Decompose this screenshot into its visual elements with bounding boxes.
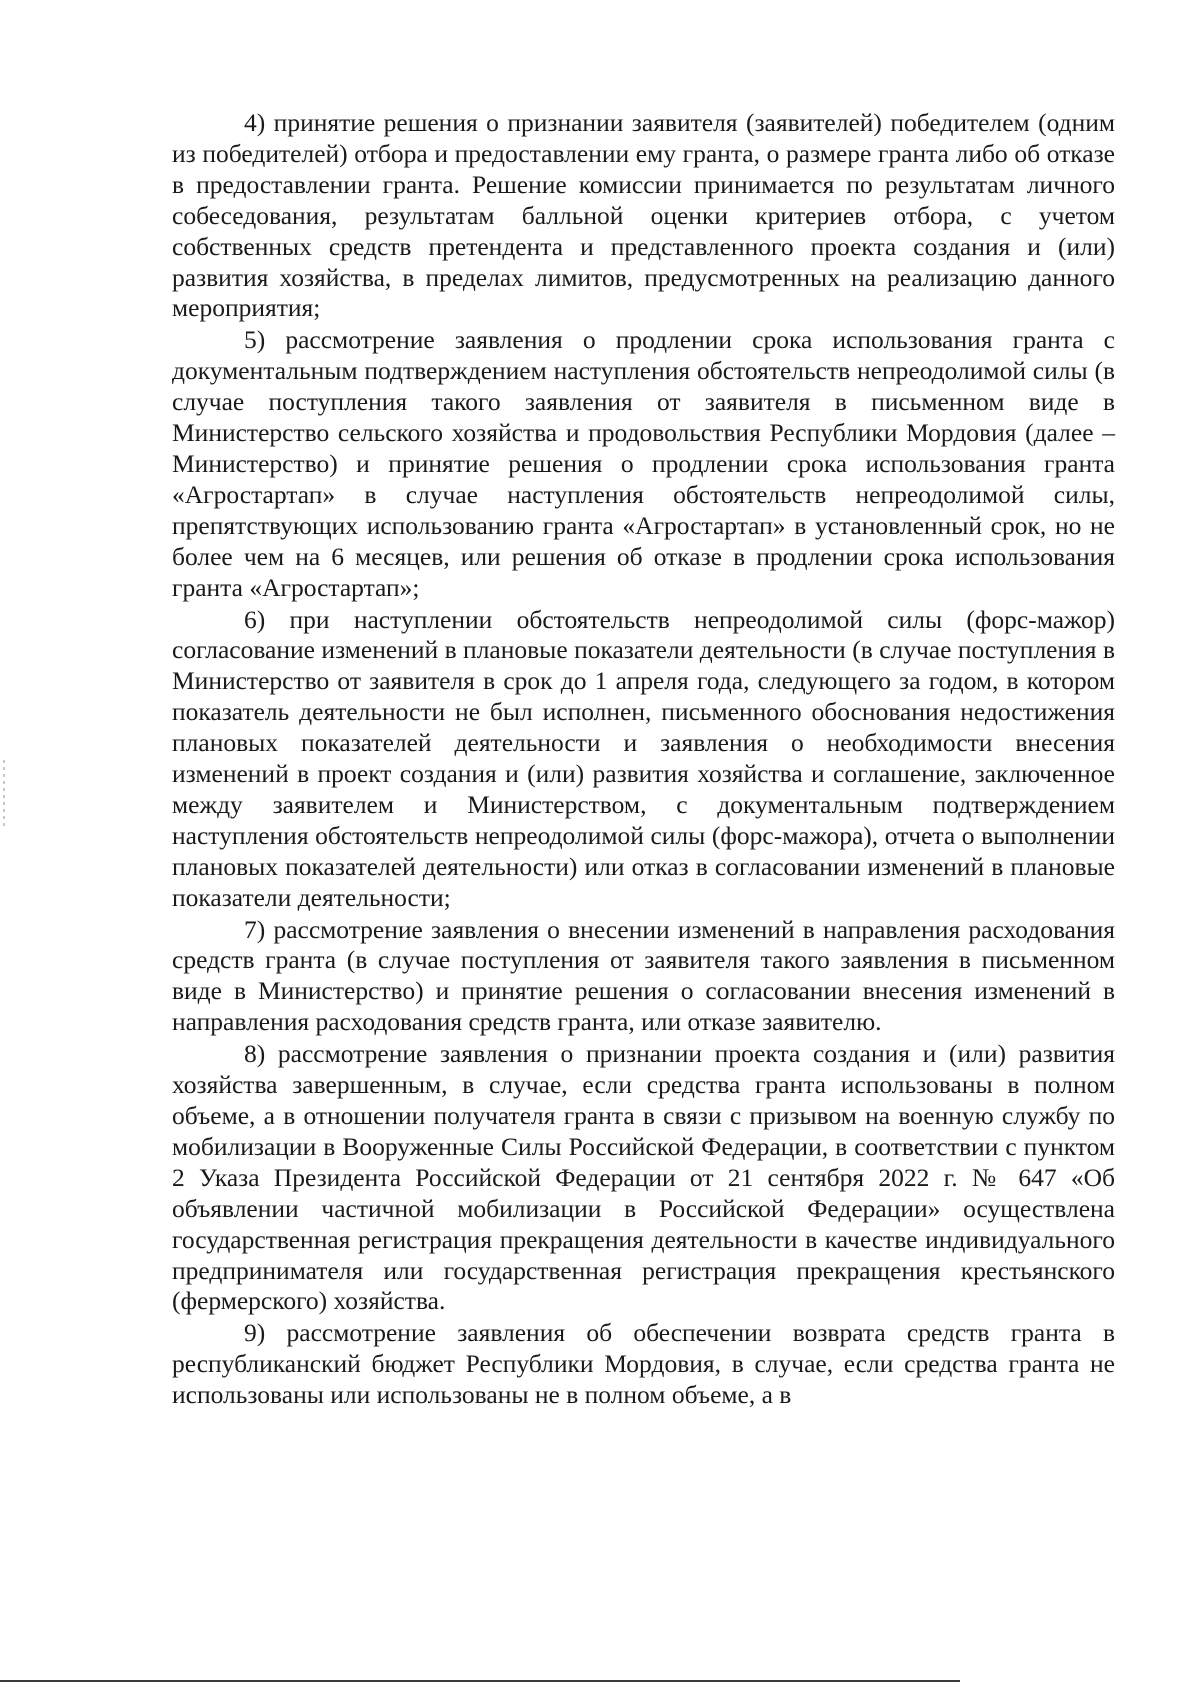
- paragraph-item-8: 8) рассмотрение заявления о признании проекта создания и (или) развития хозяйства завершенным, в случае, если средства гранта использованы в полном объеме, а в отношении получателя гранта в связи с призывом на военную службу по мобилизации в Вооруженные Силы Российской Федерации, в соответствии с пунктом 2 Указа Президента Российской Федерации от 21 сентября 2022 г. № 647 «Об объявлении частичной мобилизации в Российской Федерации» осуществлена государственная регистрация прекращения деятельности в качестве индивидуального предпринимателя или государственная регистрация прекращения крестьянского (фермерского) хозяйства.: [172, 1039, 1115, 1316]
- paragraph-item-9: 9) рассмотрение заявления об обеспечении возврата средств гранта в республиканский бюджет Республики Мордовия, в случае, если средства гранта не использованы или использованы не в полном объеме, а в: [172, 1318, 1115, 1410]
- scan-bottom-edge: [0, 1680, 960, 1682]
- scan-margin-mark: [3, 760, 5, 830]
- document-body: [172, 108, 1115, 1411]
- paragraph-item-6: 6) при наступлении обстоятельств непреодолимой силы (форс-мажор) согласование изменений в плановые показатели деятельности (в случае поступления в Министерство от заявителя в срок до 1 апреля года, следующего за годом, в котором показатель деятельности не был исполнен, письменного обоснования недостижения плановых показателей деятельности и заявления о необходимости внесения изменений в проект создания и (или) развития хозяйства и соглашение, заключенное между заявителем и Министерством, с документальным подтверждением наступления обстоятельств непреодолимой силы (форс-мажора), отчета о выполнении плановых показателей деятельности) или отказ в согласовании изменений в плановые показатели деятельности;: [172, 604, 1115, 912]
- paragraph-item-5: 5) рассмотрение заявления о продлении срока использования гранта с документальным подтверждением наступления обстоятельств непреодолимой силы (в случае поступления такого заявления от заявителя в письменном виде в Министерство сельского хозяйства и продовольствия Республики Мордовия (далее – Министерство) и принятие решения о продлении срока использования гранта «Агростартап» в случае наступления обстоятельств непреодолимой силы, препятствующих использованию гранта «Агростартап» в установленный срок, но не более чем на 6 месяцев, или решения об отказе в продлении срока использования гранта «Агростартап»;: [172, 325, 1115, 602]
- paragraph-item-7: 7) рассмотрение заявления о внесении изменений в направления расходования средств гранта (в случае поступления от заявителя такого заявления в письменном виде в Министерство) и принятие решения о согласовании внесения изменений в направления расходования средств гранта, или отказе заявителю.: [172, 914, 1115, 1037]
- paragraph-item-4: 4) принятие решения о признании заявителя (заявителей) победителем (одним из победителей) отбора и предоставлении ему гранта, о размере гранта либо об отказе в предоставлении гранта. Решение комиссии принимается по результатам личного собеседования, результатам балльной оценки критериев отбора, с учетом собственных средств претендента и представленного проекта создания и (или) развития хозяйства, в пределах лимитов, предусмотренных на реализацию данного мероприятия;: [172, 108, 1115, 323]
